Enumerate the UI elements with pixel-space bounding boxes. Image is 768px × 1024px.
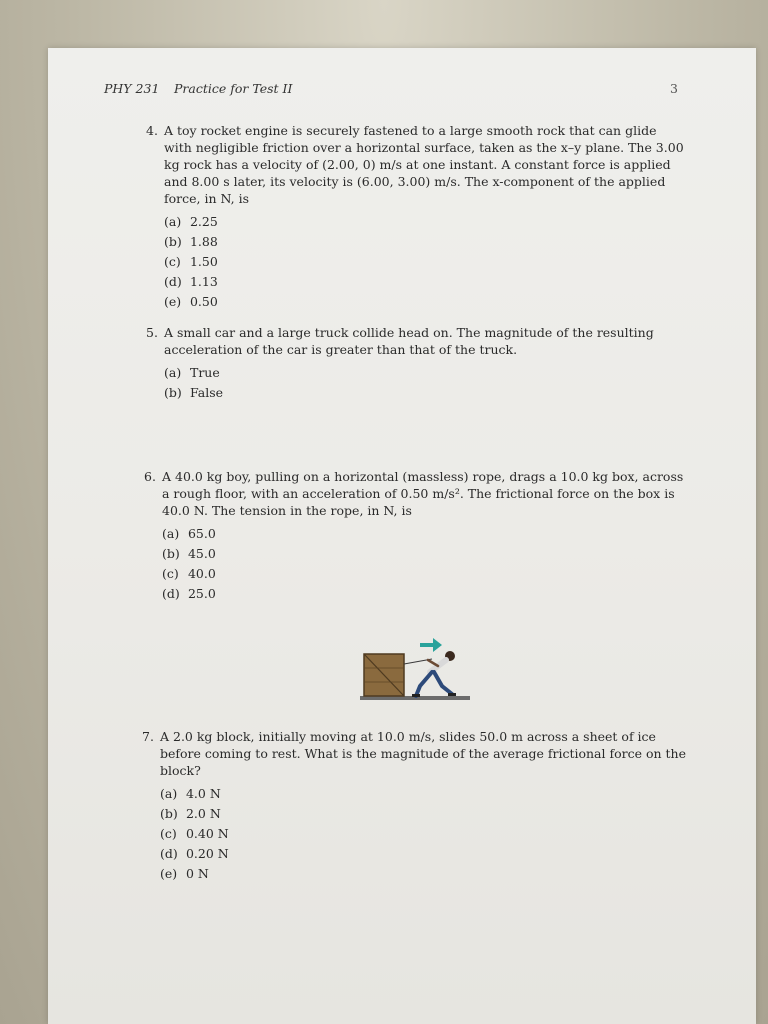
option-text: False (189, 385, 224, 400)
boy (412, 651, 456, 697)
answer-options (164, 363, 684, 403)
answer-options (160, 784, 690, 884)
answer-option (164, 232, 686, 252)
option-label: (b) (162, 546, 180, 561)
answer-option (160, 844, 690, 864)
option-label: (c) (160, 826, 177, 841)
option-text: 0.40 N (185, 826, 229, 841)
option-text: 65.0 (187, 526, 216, 541)
question-number: 5. (146, 325, 158, 340)
answer-option (160, 824, 690, 844)
arrow-right-icon (420, 638, 442, 652)
option-label: (e) (164, 294, 182, 309)
question-6 (144, 468, 686, 604)
boy-pulling-crate-figure (360, 634, 470, 704)
option-label: (b) (160, 806, 178, 821)
answer-option (160, 864, 690, 884)
answer-option (164, 383, 684, 403)
option-text: 4.0 N (185, 786, 221, 801)
answer-option (160, 784, 690, 804)
answer-options (162, 524, 686, 604)
question-stem: A 40.0 kg boy, pulling on a horizontal (massless) rope, drags a 10.0 kg box, across a rough floor, with an acceleration of 0.50 m/s². The frictional force on the box is 40.0 N. The tension in the rope, in N, is (162, 469, 684, 518)
option-label: (b) (164, 385, 182, 400)
option-text: 0.20 N (185, 846, 229, 861)
answer-option (164, 212, 686, 232)
question-stem: A toy rocket engine is securely fastened to a large smooth rock that can glide with negligible friction over a horizontal surface, taken as the x–y plane. The 3.00 kg rock has a velocity of (2.00, 0) m/s at one instant. A constant force is applied and 8.00 s later, its velocity is (6.00, 3.00) m/s. The x-component of the applied force, in N, is (164, 123, 684, 206)
option-label: (d) (160, 846, 178, 861)
option-text: True (189, 365, 220, 380)
option-label: (d) (164, 274, 182, 289)
question-number: 7. (142, 729, 154, 744)
answer-option (162, 524, 686, 544)
option-text: 2.25 (189, 214, 218, 229)
document-title: Practice for Test II (174, 81, 293, 96)
option-text: 45.0 (187, 546, 216, 561)
answer-option (164, 292, 686, 312)
option-text: 1.13 (189, 274, 218, 289)
option-label: (d) (162, 586, 180, 601)
option-text: 25.0 (187, 586, 216, 601)
option-label: (c) (162, 566, 179, 581)
answer-option (160, 804, 690, 824)
option-label: (a) (164, 214, 182, 229)
question-number: 6. (144, 469, 156, 484)
page-number: 3 (670, 81, 678, 96)
question-number: 4. (146, 123, 158, 138)
answer-option (162, 544, 686, 564)
answer-option (162, 584, 686, 604)
option-label: (c) (164, 254, 181, 269)
question-stem: A small car and a large truck collide head on. The magnitude of the resulting acceleration of the car is greater than that of the truck. (164, 325, 654, 357)
answer-option (164, 252, 686, 272)
option-text: 1.50 (189, 254, 218, 269)
answer-options (164, 212, 686, 312)
answer-option (164, 363, 684, 383)
option-text: 0.50 (189, 294, 218, 309)
option-text: 2.0 N (185, 806, 221, 821)
option-text: 1.88 (189, 234, 218, 249)
answer-option (162, 564, 686, 584)
exam-page (48, 48, 756, 1024)
option-label: (a) (164, 365, 182, 380)
option-label: (a) (162, 526, 180, 541)
question-5 (146, 324, 684, 403)
course-code: PHY 231 (104, 81, 160, 96)
crate (364, 654, 404, 696)
option-label: (e) (160, 866, 178, 881)
option-text: 0 N (185, 866, 209, 881)
option-label: (b) (164, 234, 182, 249)
question-stem: A 2.0 kg block, initially moving at 10.0 m/s, slides 50.0 m across a sheet of ice before coming to rest. What is the magnitude of the average frictional force on the block? (160, 729, 686, 778)
question-7 (142, 728, 690, 884)
option-label: (a) (160, 786, 178, 801)
question-4 (146, 122, 686, 312)
answer-option (164, 272, 686, 292)
option-text: 40.0 (187, 566, 216, 581)
